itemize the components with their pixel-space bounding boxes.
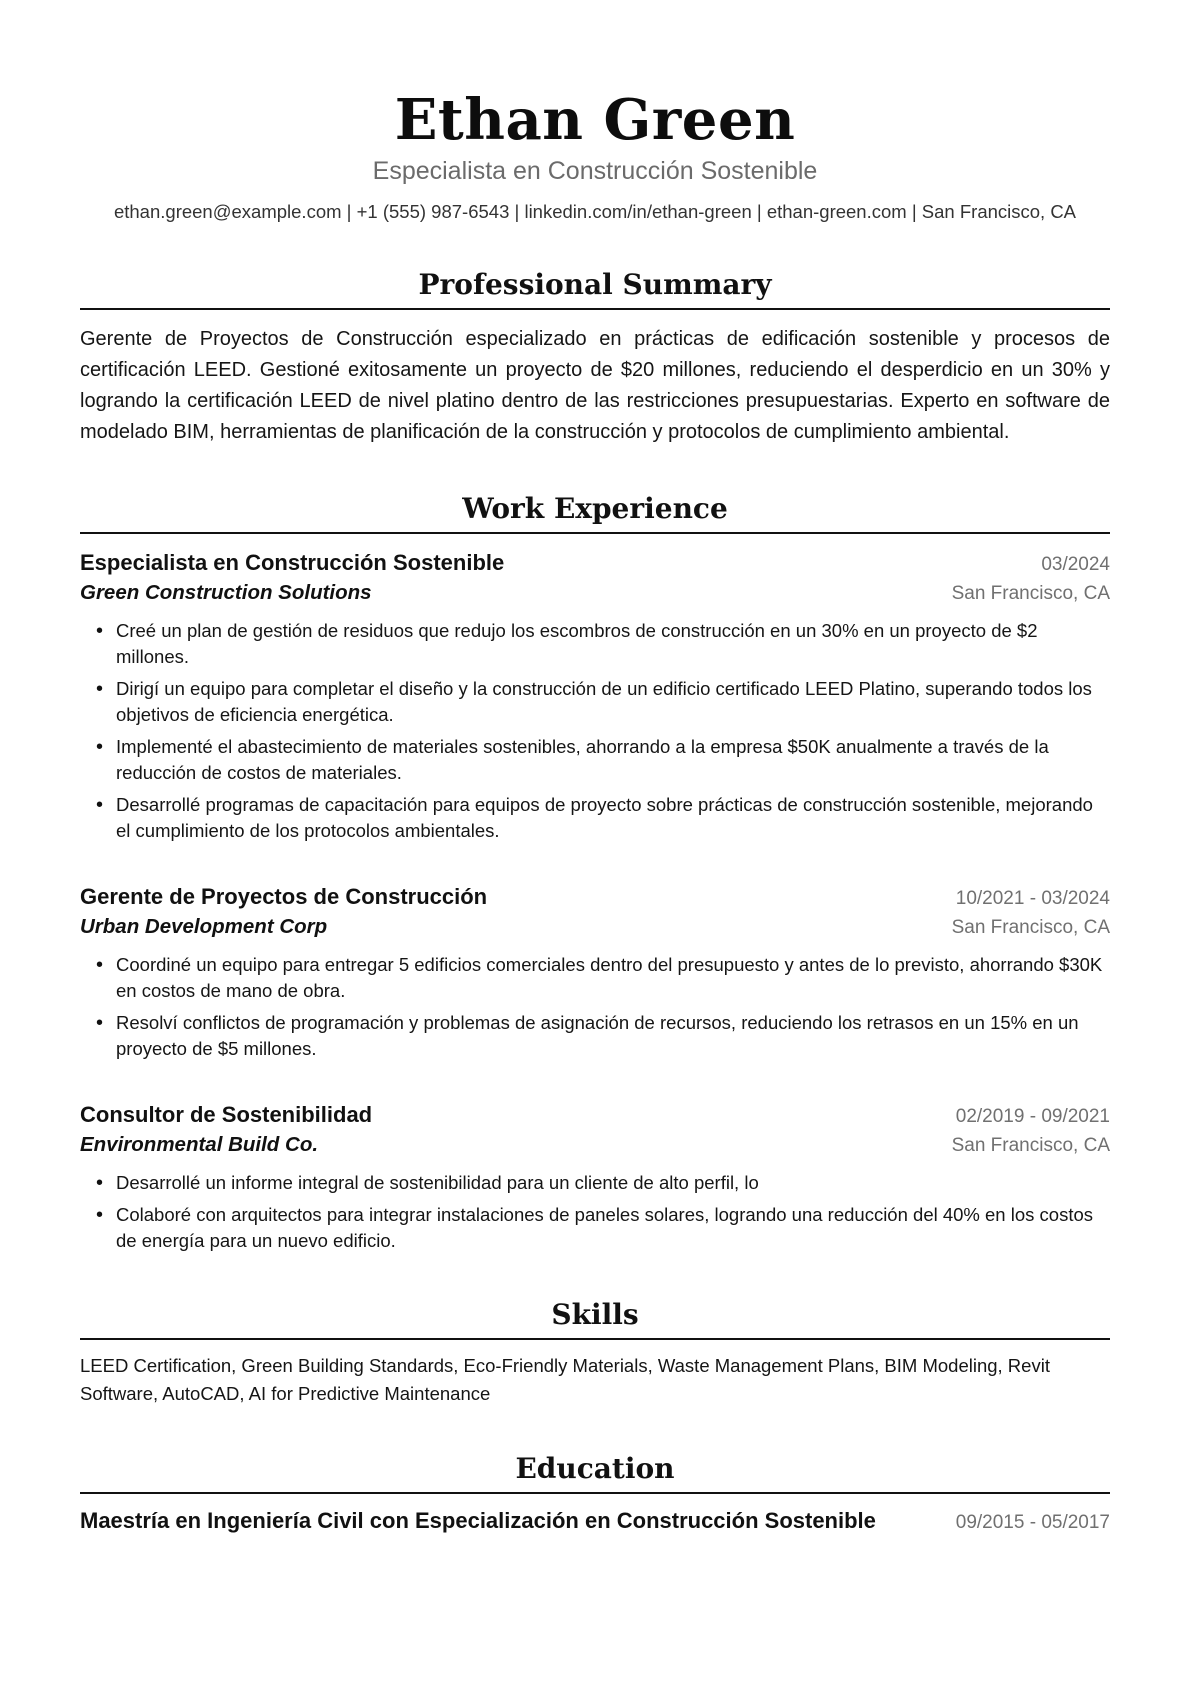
job-bullet: • Colaboré con arquitectos para integrar instalaciones de paneles solares, logrando una reducción del 40% en los costos de energía para un nuevo edificio. — [116, 1202, 1110, 1254]
section-heading-summary: Professional Summary — [80, 268, 1110, 310]
job-bullet: • Creé un plan de gestión de residuos que redujo los escombros de construcción en un 30% en un proyecto de $2 millones. — [116, 618, 1110, 670]
summary-section — [80, 268, 1110, 448]
section-heading-skills: Skills — [80, 1298, 1110, 1340]
job-date: 10/2021 - 03/2024 — [955, 888, 1110, 909]
job-entry — [80, 882, 1110, 1062]
job-bullet-list — [80, 1170, 1110, 1254]
contact-location: San Francisco, CA — [921, 201, 1077, 222]
skills-list: LEED Certification, Green Building Standards, Eco-Friendly Materials, Waste Management Plans, BIM Modeling, Revit Software, AutoCAD, AI for Predictive Maintenance — [80, 1355, 1050, 1404]
job-bullet: • Desarrollé un informe integral de sostenibilidad para un cliente de alto perfil, lo — [116, 1170, 1110, 1196]
job-bullet: • Desarrollé programas de capacitación para equipos de proyecto sobre prácticas de construcción sostenible, mejorando el cumplimiento de los protocolos ambientales. — [116, 792, 1110, 844]
resume-header — [80, 0, 1110, 224]
skills-section — [80, 1298, 1110, 1408]
job-location: San Francisco, CA — [951, 1135, 1110, 1156]
section-heading-education: Education — [80, 1452, 1110, 1494]
job-bullet-list — [80, 618, 1110, 844]
education-section — [80, 1452, 1110, 1537]
job-bullet: • Implementé el abastecimiento de materiales sostenibles, ahorrando a la empresa $50K anualmente a través de la reducción de costos de materiales. — [116, 734, 1110, 786]
candidate-name: Ethan Green — [394, 87, 796, 153]
summary-text: Gerente de Proyectos de Construcción especializado en prácticas de edificación sostenible y procesos de certificación LEED. Gestioné exitosamente un proyecto de $20 millones, reduciendo el desperdicio en un 30% y logrando la certificación LEED de nivel platino dentro de las restricciones presupuestarias. Experto en software de modelado BIM, herramientas de planificación de la construcción y protocolos de cumplimiento ambiental. — [80, 328, 1110, 443]
job-title: Consultor de Sostenibilidad — [80, 1102, 373, 1127]
job-bullet: • Dirigí un equipo para completar el diseño y la construcción de un edificio certificado LEED Platino, superando todos los objetivos de eficiencia energética. — [116, 676, 1110, 728]
contact-separator: | — [514, 201, 520, 222]
education-degree: Maestría en Ingeniería Civil con Especialización en Construcción Sostenible — [80, 1508, 876, 1533]
contact-line — [80, 200, 1110, 224]
experience-section — [80, 492, 1110, 1254]
contact-separator: | — [346, 201, 352, 222]
job-title: Gerente de Proyectos de Construcción — [80, 884, 488, 909]
job-bullet-list — [80, 952, 1110, 1062]
candidate-title: Especialista en Construcción Sostenible — [372, 157, 818, 185]
job-location: San Francisco, CA — [951, 917, 1110, 938]
education-date: 09/2015 - 05/2017 — [955, 1512, 1110, 1533]
contact-separator: | — [756, 201, 762, 222]
section-heading-experience: Work Experience — [80, 492, 1110, 534]
job-company: Environmental Build Co. — [80, 1133, 319, 1156]
job-bullet: • Resolví conflictos de programación y problemas de asignación de recursos, reduciendo los retrasos en un 15% en un proyecto de $5 millones. — [116, 1010, 1110, 1062]
job-bullet: • Coordiné un equipo para entregar 5 edificios comerciales dentro del presupuesto y antes de lo previsto, ahorrando $30K en costos de mano de obra. — [116, 952, 1110, 1004]
job-location: San Francisco, CA — [951, 583, 1110, 604]
job-date: 03/2024 — [1041, 554, 1110, 575]
education-entry — [80, 1506, 1110, 1537]
contact-separator: | — [911, 201, 917, 222]
contact-email[interactable]: ethan.green@example.com — [113, 201, 342, 222]
contact-website[interactable]: ethan-green.com — [766, 201, 907, 222]
job-company: Green Construction Solutions — [80, 581, 372, 604]
job-company: Urban Development Corp — [80, 915, 328, 938]
contact-linkedin[interactable]: linkedin.com/in/ethan-green — [524, 201, 752, 222]
contact-phone[interactable]: +1 (555) 987-6543 — [356, 201, 510, 222]
job-entry — [80, 548, 1110, 844]
job-title: Especialista en Construcción Sostenible — [80, 550, 505, 575]
job-entry — [80, 1100, 1110, 1254]
job-date: 02/2019 - 09/2021 — [955, 1106, 1110, 1127]
